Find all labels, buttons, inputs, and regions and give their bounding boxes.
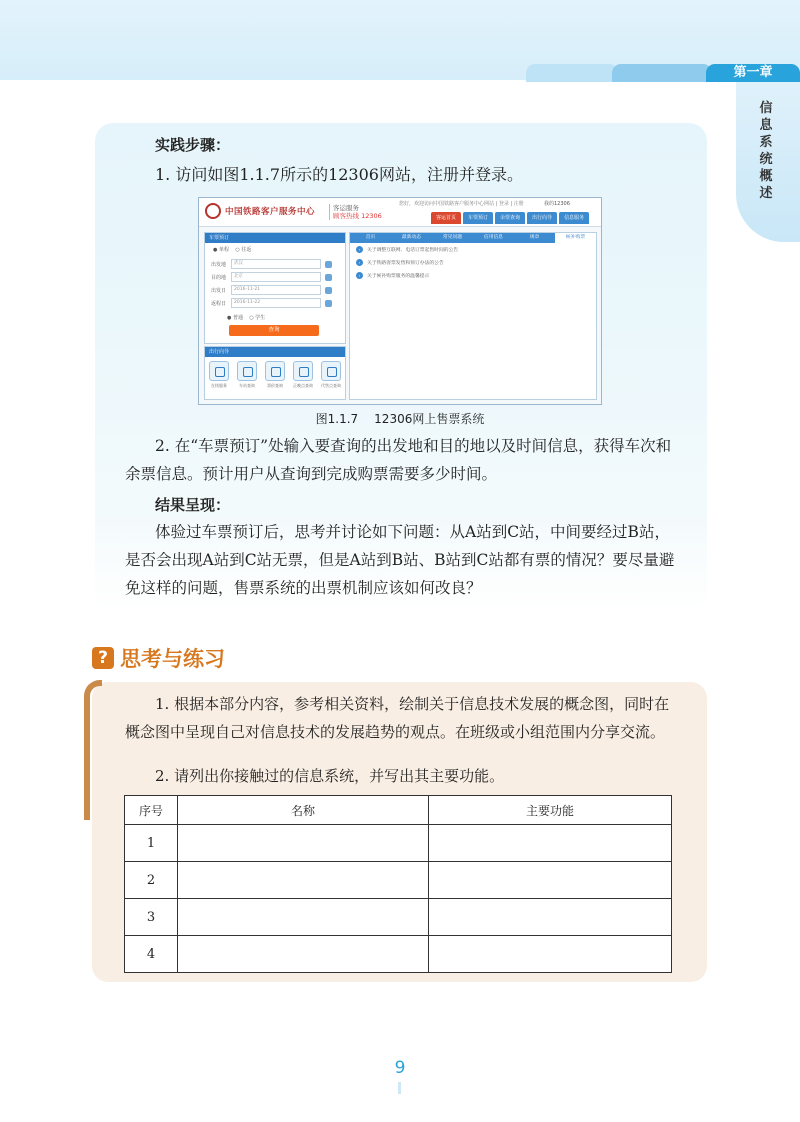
function-cell[interactable] bbox=[429, 936, 672, 973]
page-number: 9 bbox=[394, 1058, 406, 1078]
calendar-icon[interactable] bbox=[325, 287, 332, 294]
site-my-account[interactable]: 我的12306 bbox=[544, 201, 570, 207]
notice-panel bbox=[349, 232, 597, 400]
ticket-booking-panel bbox=[204, 232, 346, 344]
notice-tab[interactable]: 规章 bbox=[529, 235, 540, 240]
site-main-nav bbox=[431, 212, 591, 224]
location-icon[interactable] bbox=[325, 261, 332, 268]
bullet-icon: › bbox=[356, 272, 363, 279]
tool-label: 在线服务 bbox=[211, 383, 227, 388]
info-system-table bbox=[124, 795, 672, 973]
table-row bbox=[125, 899, 672, 936]
tool-item[interactable] bbox=[292, 361, 314, 389]
tool-label: 票价查询 bbox=[267, 383, 283, 388]
site-nav-item[interactable]: 车票预订 bbox=[463, 212, 493, 224]
site-brand: 中国铁路客户服务中心 bbox=[225, 207, 316, 217]
tool-label: 代售点查询 bbox=[321, 383, 341, 388]
page-number-tick bbox=[398, 1082, 401, 1094]
table-row bbox=[125, 936, 672, 973]
question-icon: ? bbox=[92, 647, 114, 669]
site-header bbox=[199, 198, 601, 227]
site-nav-item[interactable]: 信息服务 bbox=[559, 212, 589, 224]
notice-text: 关于候补购票服务的温馨提示 bbox=[367, 274, 430, 279]
passenger-normal[interactable]: 普通 bbox=[232, 315, 243, 321]
figure-title: 12306网上售票系统 bbox=[374, 412, 485, 426]
calendar-icon[interactable] bbox=[325, 300, 332, 307]
chapter-tab-decor-2 bbox=[612, 64, 712, 82]
railway-logo-icon bbox=[205, 203, 221, 219]
return-date-input[interactable]: 2016-11-22 bbox=[231, 298, 321, 308]
name-cell[interactable] bbox=[178, 862, 429, 899]
col-name: 名称 bbox=[178, 796, 429, 825]
service-icon bbox=[209, 361, 229, 381]
name-cell[interactable] bbox=[178, 899, 429, 936]
notice-text: 关于调整互联网、电话订票起售时间的公告 bbox=[367, 248, 459, 253]
notice-tab-active[interactable]: 候补购票 bbox=[555, 233, 596, 243]
function-cell[interactable] bbox=[429, 899, 672, 936]
notice-text: 关于铁路客票发售和预订办法的公告 bbox=[367, 261, 444, 266]
site-nav-item[interactable]: 出行向导 bbox=[527, 212, 557, 224]
table-row bbox=[125, 825, 672, 862]
tool-label: 正晚点查询 bbox=[293, 383, 313, 388]
trip-type-radios: ● 单程 ○ 往返 bbox=[213, 247, 252, 253]
ticket-booking-title: 车票预订 bbox=[205, 233, 345, 243]
site-nav-item[interactable]: 余票查询 bbox=[495, 212, 525, 224]
notice-tab[interactable]: 首页 bbox=[365, 235, 376, 240]
station-icon bbox=[237, 361, 257, 381]
result-text: 体验过车票预订后，思考并讨论如下问题：从A站到C站，中间要经过B站，是否会出现A站到C站无票，但是A站到B站、B站到C站都有票的情况？要尽量避免这样的问题，售票系统的出票机制应该如何改良？ bbox=[125, 523, 675, 597]
figure-number: 图1.1.7 bbox=[315, 412, 359, 426]
notice-item[interactable] bbox=[350, 256, 596, 269]
name-cell[interactable] bbox=[178, 825, 429, 862]
col-function: 主要功能 bbox=[429, 796, 672, 825]
return-date-label: 返程日 bbox=[211, 300, 227, 307]
from-input[interactable]: 武汉 bbox=[231, 259, 321, 269]
return-date-field bbox=[211, 298, 339, 308]
to-input[interactable]: 北京 bbox=[231, 272, 321, 282]
from-field bbox=[211, 259, 339, 269]
bullet-icon: › bbox=[356, 259, 363, 266]
exercise-heading bbox=[92, 643, 225, 673]
table-header-row bbox=[125, 796, 672, 825]
name-cell[interactable] bbox=[178, 936, 429, 973]
to-field bbox=[211, 272, 339, 282]
notice-tab[interactable]: 信用信息 bbox=[483, 235, 504, 240]
steps-heading: 实践步骤： bbox=[155, 136, 231, 154]
travel-guide-panel bbox=[204, 346, 346, 400]
row-index: 2 bbox=[125, 862, 178, 899]
site-top-links[interactable]: 您好，欢迎访问中国铁路客户服务中心网站 | 登录 | 注册 bbox=[399, 201, 524, 207]
tool-item[interactable] bbox=[264, 361, 286, 389]
row-index: 1 bbox=[125, 825, 178, 862]
chapter-tab-decor-1 bbox=[526, 64, 618, 82]
tool-item[interactable] bbox=[320, 361, 342, 389]
ticket-office-icon bbox=[321, 361, 341, 381]
notice-tabs bbox=[350, 233, 596, 243]
magnifier-icon bbox=[265, 361, 285, 381]
notice-tab[interactable]: 最新动态 bbox=[401, 235, 422, 240]
search-button[interactable]: 查询 bbox=[229, 325, 319, 336]
site-badge-line2: 顾客热线 12306 bbox=[333, 212, 382, 220]
function-cell[interactable] bbox=[429, 825, 672, 862]
figure-caption bbox=[0, 410, 800, 427]
step-1: 1. 访问如图1.1.7所示的12306网站，注册并登录。 bbox=[155, 165, 523, 184]
travel-guide-tools bbox=[205, 357, 345, 389]
site-badge bbox=[329, 204, 382, 220]
to-label: 目的地 bbox=[211, 274, 227, 281]
bullet-icon: › bbox=[356, 246, 363, 253]
exercise-item-1: 1. 根据本部分内容，参考相关资料，绘制关于信息技术发展的概念图，同时在概念图中呈现自己对信息技术的发展趋势的观点。在班级或小组范围内分享交流。 bbox=[125, 695, 670, 741]
trip-type-oneway[interactable]: 单程 bbox=[218, 247, 229, 253]
tool-label: 车站查询 bbox=[239, 383, 255, 388]
step-2: 2. 在“车票预订”处输入要查询的出发地和目的地以及时间信息，获得车次和余票信息。预计用户从查询到完成购票需要多少时间。 bbox=[125, 437, 672, 483]
website-screenshot bbox=[198, 197, 602, 405]
depart-date-label: 出发日 bbox=[211, 287, 227, 294]
col-index: 序号 bbox=[125, 796, 178, 825]
passenger-student[interactable]: 学生 bbox=[255, 315, 266, 321]
chapter-label: 第一章 bbox=[706, 64, 800, 82]
clock-icon bbox=[293, 361, 313, 381]
passenger-type-radios: ● 普通 ○ 学生 bbox=[227, 315, 266, 321]
depart-date-field bbox=[211, 285, 339, 295]
row-index: 4 bbox=[125, 936, 178, 973]
exercise-accent-bracket bbox=[84, 680, 102, 820]
side-title: 信息系统概述 bbox=[759, 101, 773, 201]
notice-tab[interactable]: 常见问题 bbox=[442, 235, 463, 240]
table-row bbox=[125, 862, 672, 899]
exercise-title: 思考与练习 bbox=[120, 647, 225, 671]
travel-guide-title: 出行向导 bbox=[205, 347, 345, 357]
notice-item[interactable] bbox=[350, 269, 596, 282]
row-index: 3 bbox=[125, 899, 178, 936]
from-label: 出发地 bbox=[211, 261, 227, 268]
tool-item[interactable] bbox=[236, 361, 258, 389]
site-badge-line1: 客运服务 bbox=[333, 204, 359, 212]
location-icon[interactable] bbox=[325, 274, 332, 281]
function-cell[interactable] bbox=[429, 862, 672, 899]
site-nav-item[interactable]: 客运首页 bbox=[431, 212, 461, 224]
depart-date-input[interactable]: 2016-11-21 bbox=[231, 285, 321, 295]
exercise-item-2: 2. 请列出你接触过的信息系统，并写出其主要功能。 bbox=[155, 767, 505, 785]
result-heading: 结果呈现： bbox=[155, 496, 231, 514]
notice-item[interactable] bbox=[350, 243, 596, 256]
trip-type-return[interactable]: 往返 bbox=[241, 247, 252, 253]
tool-item[interactable] bbox=[208, 361, 230, 389]
